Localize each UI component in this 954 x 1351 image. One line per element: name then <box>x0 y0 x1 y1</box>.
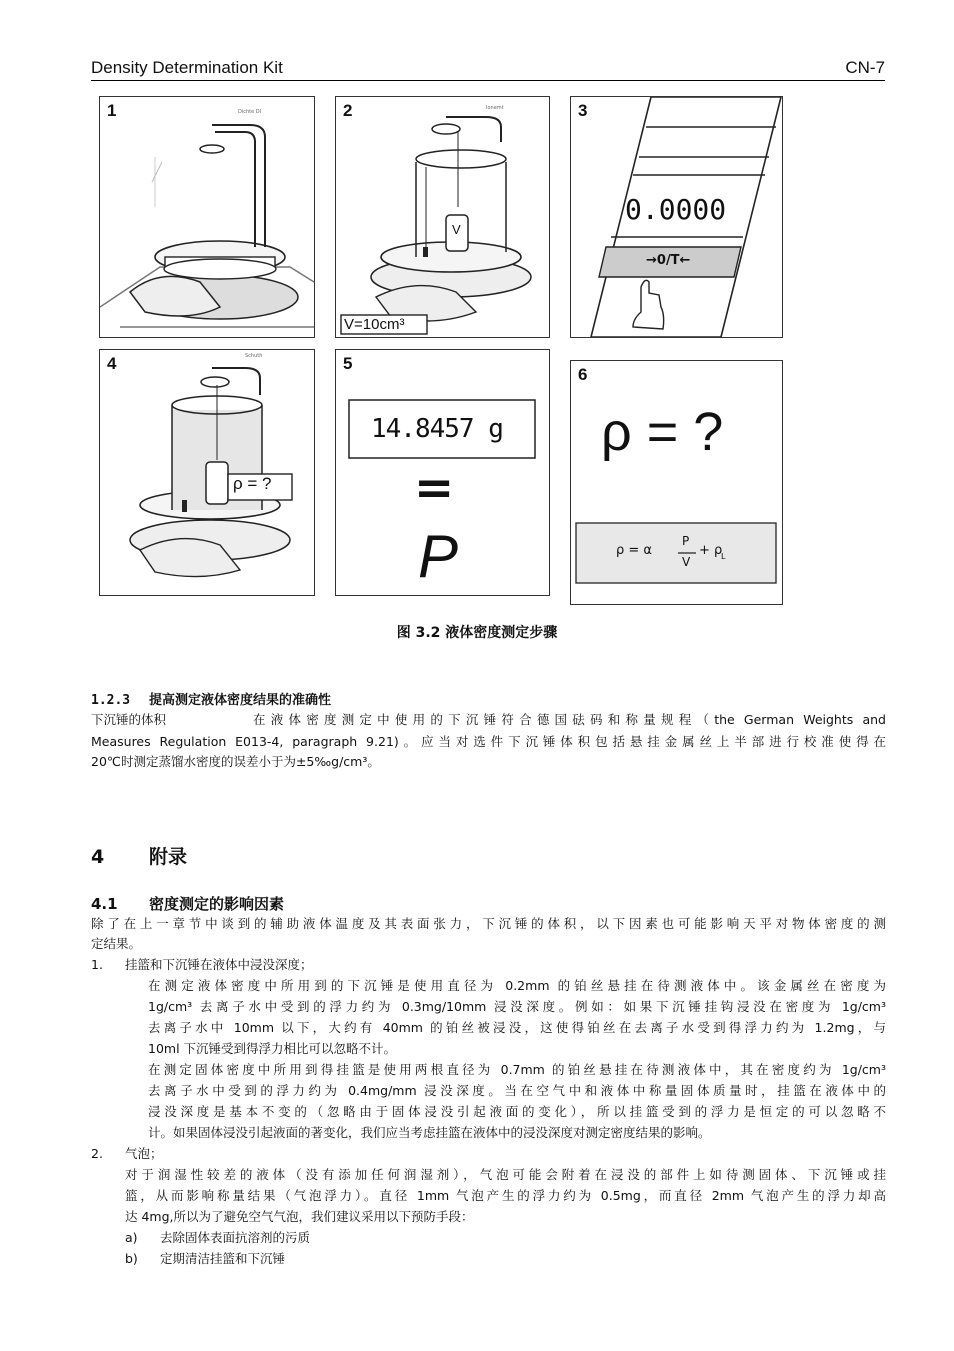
formula-box-illustration <box>571 361 782 604</box>
figure-panel-3 <box>570 96 783 338</box>
display-readout: 0.0000 <box>625 193 727 226</box>
figure-panel-1 <box>99 96 315 338</box>
panel-small-label: Schuth <box>245 353 263 359</box>
panel-small-label: Dichte DI <box>238 109 262 115</box>
paragraph-line: 在液体密度测定中使用的下沉锤符合德国砝码和称量规程（the German Weights and <box>253 712 886 727</box>
section-number: 1.2.3 <box>91 693 131 708</box>
figure-panel-2 <box>335 96 550 338</box>
formula-subscript: L <box>721 552 726 561</box>
page-header <box>91 58 885 81</box>
tare-button-label: →0/T← <box>646 253 691 268</box>
panel-number: 1 <box>107 101 117 120</box>
volume-label: V=10cm³ <box>344 316 405 333</box>
figure-panel-6 <box>570 360 783 605</box>
panel-number: 3 <box>578 101 588 120</box>
section-heading-4-1 <box>91 893 284 914</box>
section-number: 4 <box>91 846 105 868</box>
list-item-line: 1g/cm³ 去离子水中受到的浮力约为 0.3mg/10mm 浸没深度。例如：如果下沉锤挂钩浸没在密度为 1g/cm³ <box>148 999 886 1014</box>
section-heading-1-2-3 <box>91 689 331 708</box>
weight-label: V <box>452 222 461 237</box>
list-item-title: 气泡； <box>125 1146 163 1161</box>
list-item-line: 去离子水中 10mm 以下，大约有 40mm 的铂丝被浸没，这使得铂丝在去离子水受到得浮力约为 1.2mg，与 <box>148 1020 886 1035</box>
paragraph-line: 20℃时测定蒸馏水密度的误差小于为±5‰g/cm³。 <box>91 754 380 769</box>
formula-lhs: ρ = α <box>616 543 652 558</box>
section-title: 密度测定的影响因素 <box>149 895 285 913</box>
paragraph-line: 除了在上一章节中谈到的辅助液体温度及其表面张力，下沉锤的体积，以下因素也可能影响天平对物体密度的测 <box>91 916 886 931</box>
figure-panel-5 <box>335 349 550 596</box>
equals-sign: = <box>414 460 455 516</box>
list-item-line: 去离子水中受到的浮力约为 0.4mg/mm 浸没深度。当在空气中和液体中称量固体质量时，挂篮在液体中的 <box>148 1083 886 1098</box>
list-item-title: 挂篮和下沉锤在液体中浸没深度； <box>125 957 313 972</box>
weight-symbol: P <box>418 523 459 590</box>
list-item-line: 在测定液体密度中所用到的下沉锤是使用直径为 0.2mm 的铂丝悬挂在待测液体中。该金属丝在密度为 <box>148 978 886 993</box>
sub-item-text: 定期清洁挂篮和下沉锤 <box>160 1251 286 1266</box>
rho-question-label: ρ = ? <box>233 474 272 493</box>
balance-with-beaker-illustration <box>336 97 549 337</box>
section-number: 4.1 <box>91 895 118 913</box>
header-title: Density Determination Kit <box>91 58 283 77</box>
balance-illustration <box>100 97 314 337</box>
sub-item-text: 去除固体表面抗溶剂的污质 <box>160 1230 311 1245</box>
list-item-line: 浸没深度是基本不变的（忽略由于固体浸没引起液面的变化），所以挂篮受到的浮力是恒定的可以忽略不 <box>148 1104 886 1119</box>
section-heading-4 <box>91 842 187 869</box>
paragraph-line: Measures Regulation E013-4, paragraph 9.21)。应当对选件下沉锤体积包括悬挂金属丝上半部进行校准使得在 <box>91 734 886 749</box>
list-item-line: 计。如果固体浸没引起液面的著变化，我们应当考虑挂篮在液体中的浸没深度对测定密度结果的影响。 <box>148 1125 711 1140</box>
list-item-line: 在测定固体密度中所用到得挂篮是使用两根直径为 0.7mm 的铂丝悬挂在待测液体中，其在密度约为 1g/cm³ <box>148 1062 886 1077</box>
immersed-weight-illustration <box>100 350 314 595</box>
list-item-number: 2. <box>91 1146 103 1161</box>
figure-caption: 图 3.2 液体密度测定步骤 <box>396 625 558 641</box>
sub-item-label: a) <box>125 1230 138 1245</box>
list-item-line: 达 4mg,所以为了避免空气气泡，我们建议采用以下预防手段： <box>125 1209 474 1224</box>
figure-panel-4 <box>99 349 315 596</box>
paragraph-line: 定结果。 <box>91 936 142 951</box>
weight-readout: 14.8457 g <box>371 414 503 444</box>
list-item-line: 10ml 下沉锤受到得浮力相比可以忽略不计。 <box>148 1041 397 1056</box>
density-question: ρ = ? <box>601 402 724 462</box>
panel-number: 4 <box>107 354 117 373</box>
panel-number: 6 <box>578 365 588 384</box>
panel-number: 5 <box>343 354 353 373</box>
list-item-number: 1. <box>91 957 103 972</box>
list-item-line: 篮，从而影响称量结果（气泡浮力）。直径 1mm 气泡产生的浮力约为 0.5mg，而直径 2mm 气泡产生的浮力却高 <box>125 1188 886 1203</box>
sub-item-label: b) <box>125 1251 138 1266</box>
panel-number: 2 <box>343 101 353 120</box>
formula-rhs: + ρ <box>699 543 723 558</box>
page-number: CN-7 <box>845 58 885 77</box>
formula-denominator: V <box>682 555 691 569</box>
section-title: 提高测定液体密度结果的准确性 <box>149 693 332 708</box>
list-item-line: 对于润湿性较差的液体（没有添加任何润湿剂），气泡可能会附着在浸没的部件上如待测固体、下沉锤或挂 <box>125 1167 886 1182</box>
formula-numerator: P <box>682 534 690 548</box>
term-label: 下沉锤的体积 <box>91 712 167 727</box>
panel-small-label: Ionemt <box>486 105 504 111</box>
section-title: 附录 <box>149 846 188 868</box>
